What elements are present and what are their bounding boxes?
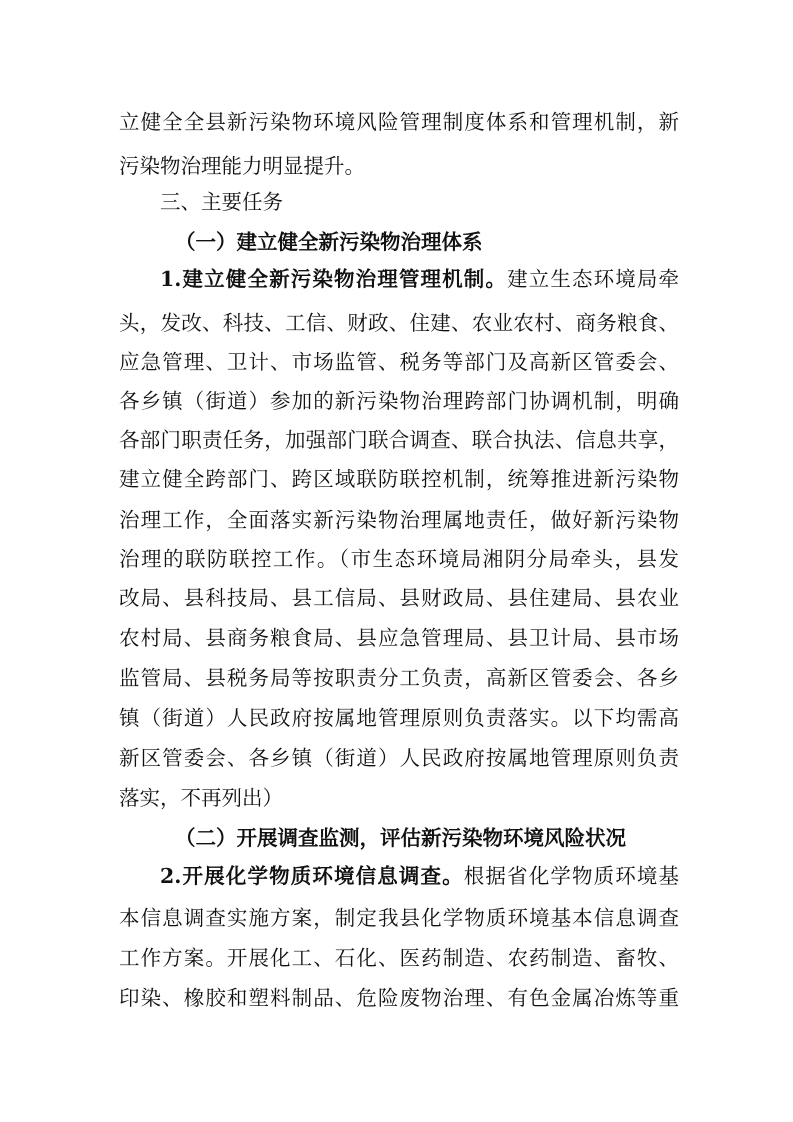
intro-line-1: 立健全全县新污染物环境风险管理制度体系和管理机制，新 [119, 110, 679, 134]
paragraph-line: 建立健全跨部门、跨区域联防联控机制，统筹推进新污染物 [119, 467, 679, 491]
paragraph-line: 印染、橡胶和塑料制品、危险废物治理、有色金属冶炼等重 [119, 986, 679, 1010]
subsection-heading-2: （二）开展调查监测，评估新污染物环境风险状况 [175, 826, 626, 850]
paragraph-line: 落实，不再列出） [119, 786, 283, 810]
subsection-heading-1: （一）建立健全新污染物治理体系 [175, 230, 483, 254]
item-1-first-line [160, 267, 679, 291]
item-2-first-line [160, 864, 679, 888]
section-heading: 三、主要任务 [160, 190, 283, 214]
intro-line-2: 污染物治理能力明显提升。 [119, 154, 365, 178]
paragraph-line: 农村局、县商务粮食局、县应急管理局、县卫计局、县市场 [119, 626, 679, 650]
paragraph-line: 新区管委会、各乡镇（街道）人民政府按属地管理原则负责 [119, 746, 679, 770]
item-2-title: 2.开展化学物质环境信息调查。 [160, 864, 464, 888]
item-1-first-line-rest: 建立生态环境局牵 [507, 267, 680, 291]
paragraph-line: 治理的联防联控工作。（市生态环境局湘阴分局牵头，县发 [119, 547, 679, 571]
paragraph-line: 各部门职责任务，加强部门联合调查、联合执法、信息共享， [119, 428, 679, 452]
paragraph-line: 治理工作，全面落实新污染物治理属地责任，做好新污染物 [119, 508, 679, 532]
paragraph-line: 本信息调查实施方案，制定我县化学物质环境基本信息调查 [119, 906, 679, 930]
paragraph-line: 各乡镇（街道）参加的新污染物治理跨部门协调机制，明确 [119, 389, 679, 413]
paragraph-line: 头，发改、科技、工信、财政、住建、农业农村、商务粮食、 [119, 311, 679, 335]
item-2-first-line-rest: 根据省化学物质环境基 [463, 864, 680, 888]
paragraph-line: 镇（街道）人民政府按属地管理原则负责落实。以下均需高 [119, 706, 679, 730]
paragraph-line: 改局、县科技局、县工信局、县财政局、县住建局、县农业 [119, 586, 679, 610]
paragraph-line: 工作方案。开展化工、石化、医药制造、农药制造、畜牧、 [119, 946, 679, 970]
item-1-title: 1.建立健全新污染物治理管理机制。 [160, 267, 508, 291]
paragraph-line: 应急管理、卫计、市场监管、税务等部门及高新区管委会、 [119, 350, 679, 374]
paragraph-line: 监管局、县税务局等按职责分工负责，高新区管委会、各乡 [119, 666, 679, 690]
